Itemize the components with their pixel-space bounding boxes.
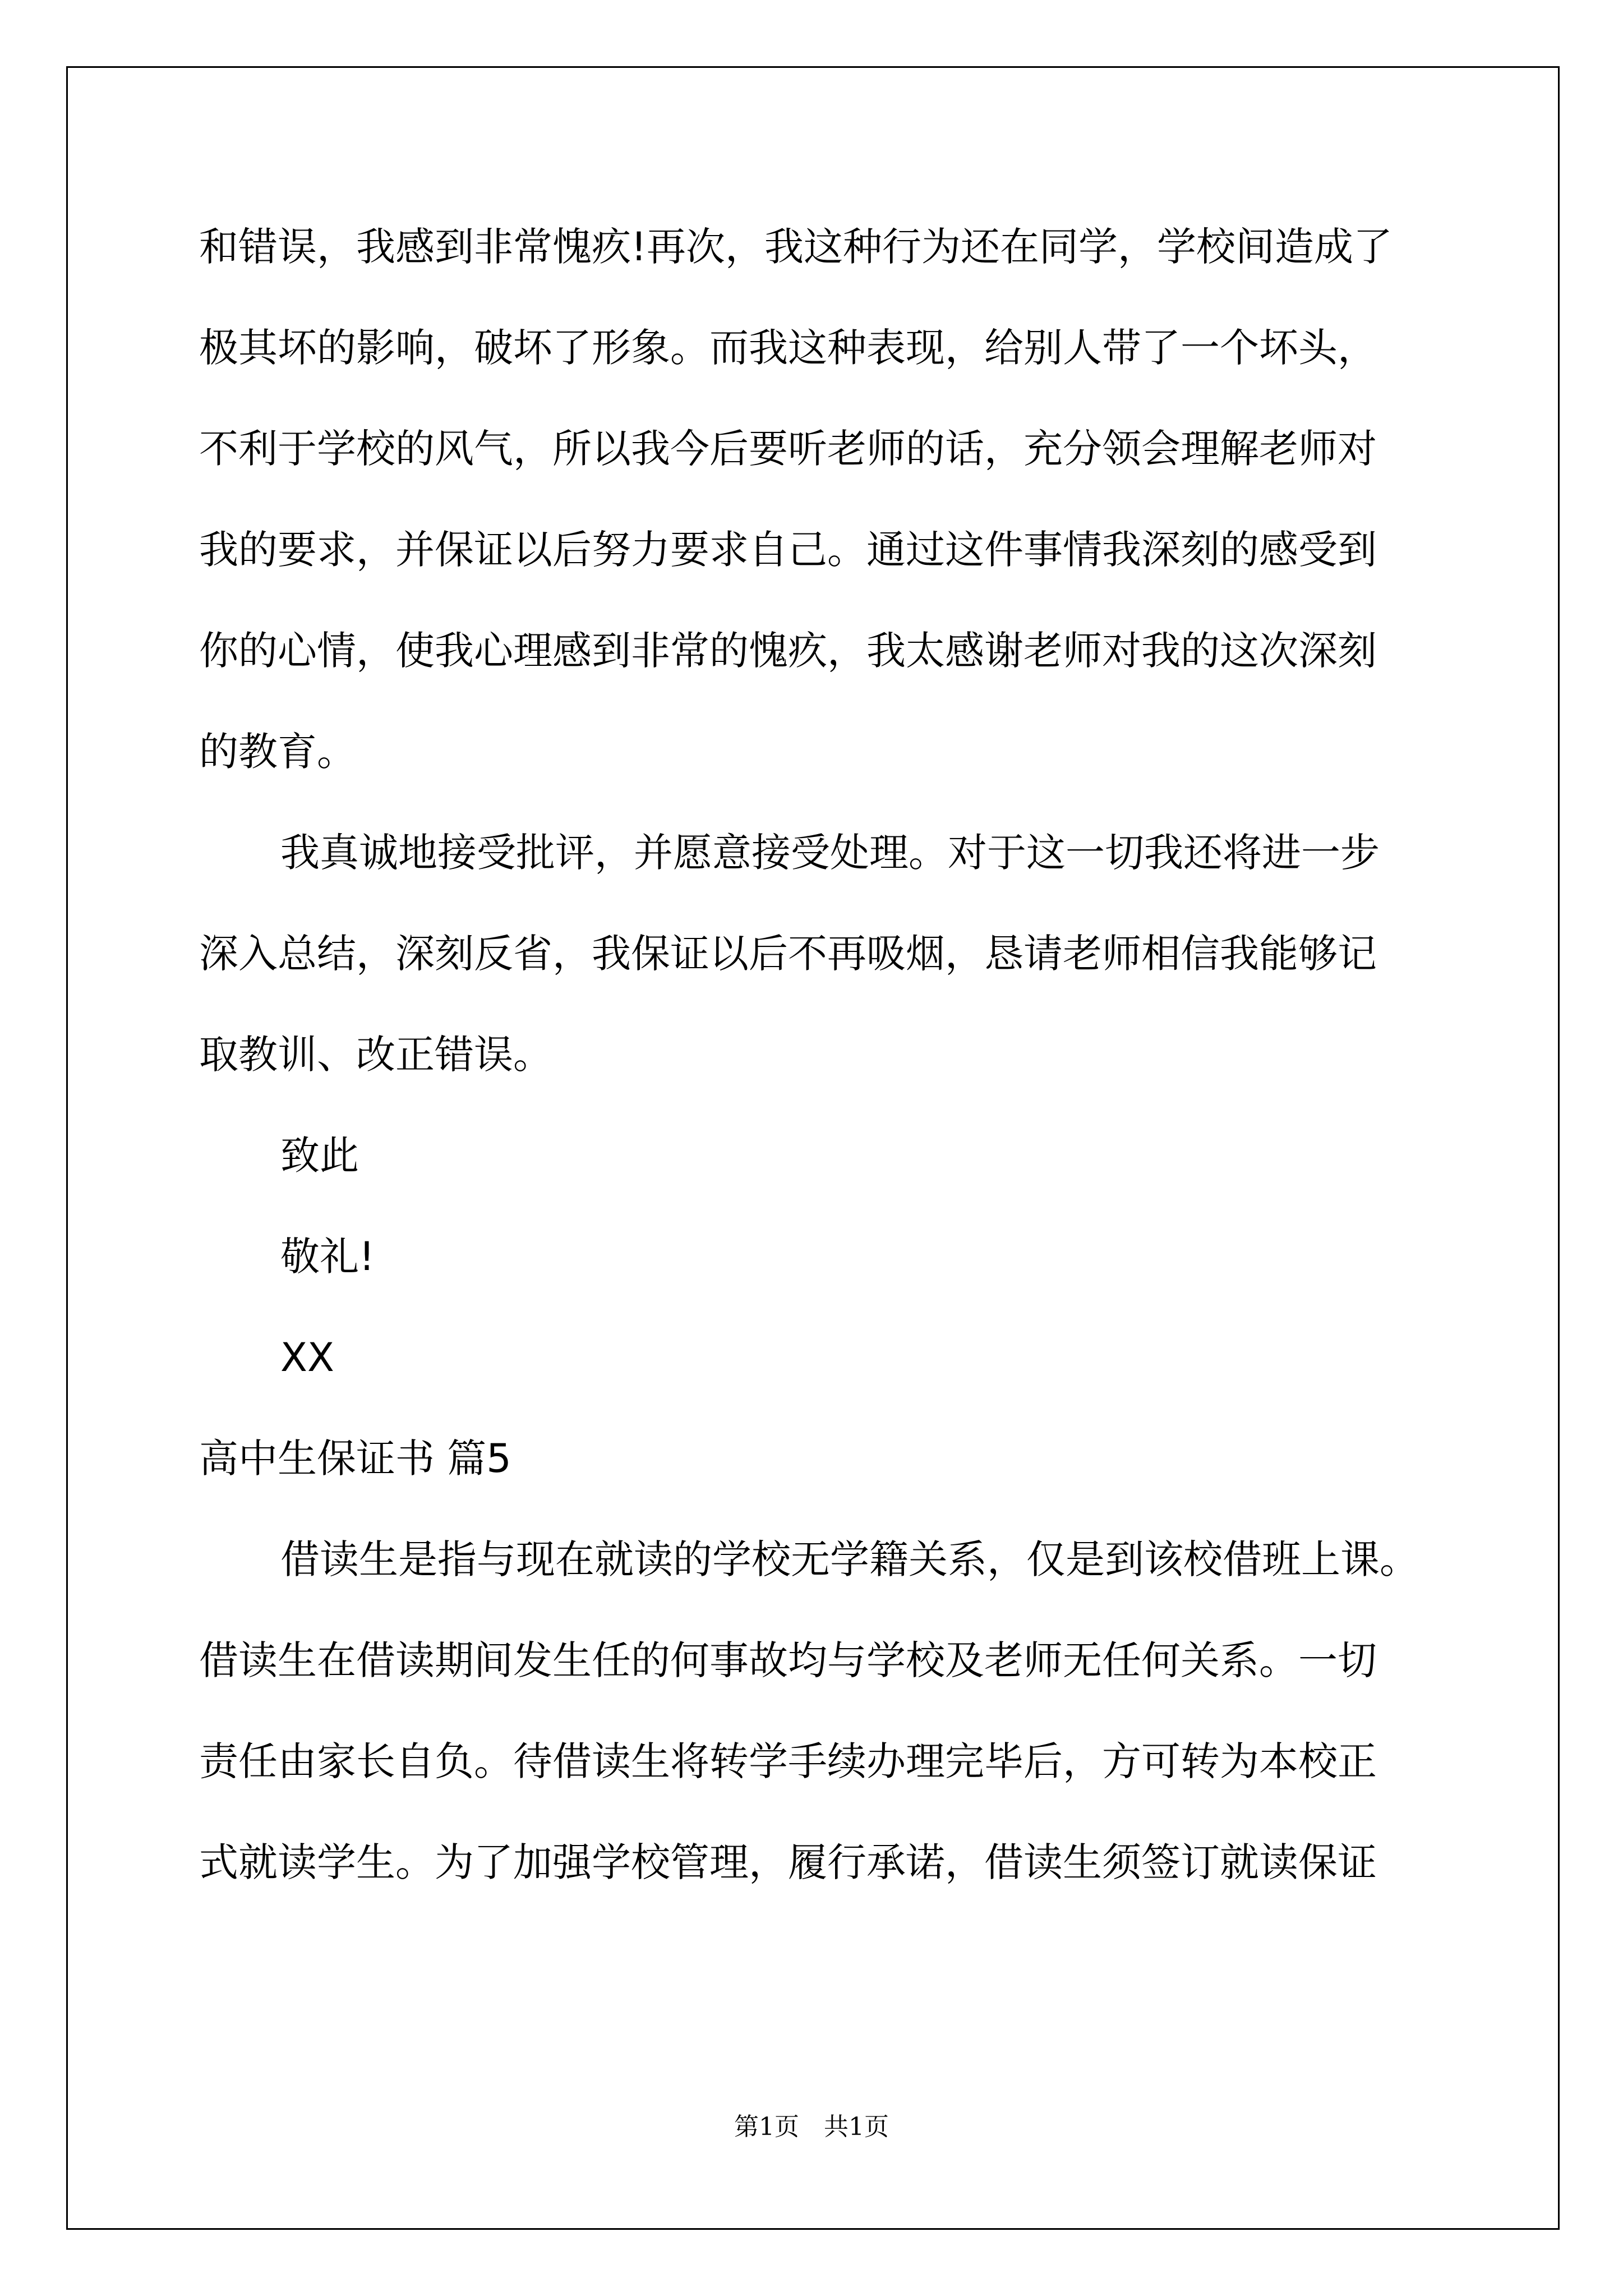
body-line: 借读生在借读期间发生任的何事故均与学校及老师无任何关系。一切 <box>199 1637 1377 1683</box>
paragraph-start: 借读生是指与现在就读的学校无学籍关系，仅是到该校借班上课。 <box>280 1536 1419 1582</box>
body-line: 极其坏的影响，破坏了形象。而我这种表现，给别人带了一个坏头， <box>199 325 1377 371</box>
body-line: 你的心情，使我心理感到非常的愧疚，我太感谢老师对我的这次深刻 <box>199 628 1377 674</box>
body-line: 责任由家长自负。待借读生将转学手续办理完毕后，方可转为本校正 <box>199 1738 1377 1784</box>
paragraph-start: 我真诚地接受批评，并愿意接受处理。对于这一切我还将进一步 <box>280 830 1380 876</box>
body-line: 我的要求，并保证以后努力要求自己。通过这件事情我深刻的感受到 <box>199 527 1377 573</box>
page-number-footer: 第1页 共1页 <box>734 2113 889 2141</box>
signature-name: XX <box>280 1335 334 1381</box>
body-line: 式就读学生。为了加强学校管理，履行承诺，借读生须签订就读保证 <box>199 1839 1377 1885</box>
body-line: 不利于学校的风气，所以我今后要听老师的话，充分领会理解老师对 <box>199 426 1377 472</box>
body-line: 深入总结，深刻反省，我保证以后不再吸烟，恳请老师相信我能够记 <box>199 931 1377 977</box>
body-line: 的教育。 <box>199 729 356 775</box>
body-line: 取教训、改正错误。 <box>199 1032 552 1078</box>
closing-regards: 敬礼! <box>280 1234 375 1280</box>
closing-salutation: 致此 <box>280 1133 359 1179</box>
section-heading: 高中生保证书 篇5 <box>199 1435 511 1481</box>
body-line: 和错误，我感到非常愧疚!再次，我这种行为还在同学，学校间造成了 <box>199 224 1393 270</box>
